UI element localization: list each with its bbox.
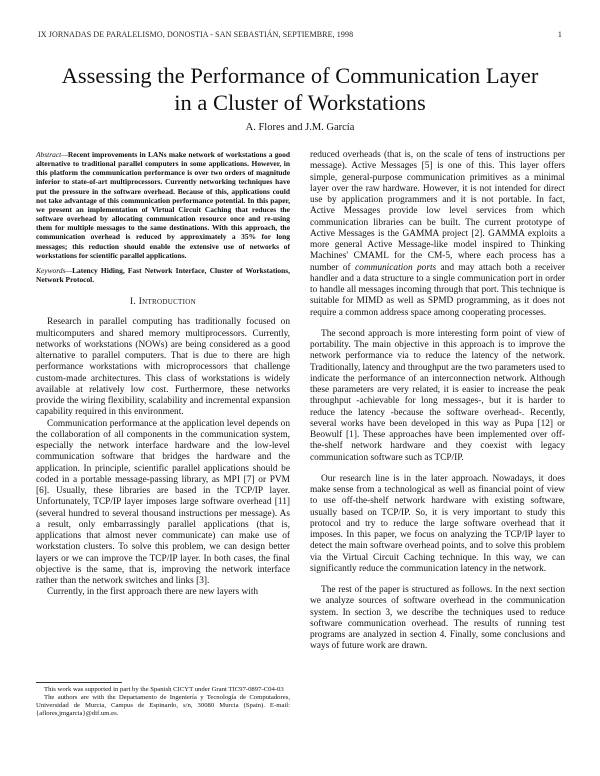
body-paragraph: Currently, in the first approach there are new layers with [47,587,259,598]
running-head [38,30,562,39]
authors: A. Flores and J.M. García [245,122,355,133]
section-heading-introduction: I. Introduction [130,297,196,308]
body-paragraph: Our research line is in the later approach. Nowadays, it does make sense from a technological as well as financial point of view to use off-the-shelf network hardware with existing software, usually based on TCP/IP. So, it is very important to study this protocol and try to reduce the large software overhead that it imposes. In this paper, we focus on analyzing the TCP/IP layer to detect the main software overhead points, and to solve this problem via the Virtual Circuit Caching technique. In this way, we can significantly reduce the communication latency in the network. [310,473,565,574]
footnote-funding: This work was supported in part by the Spanish CICYT under Grant TIC97-0897-C04-03 [44,686,284,693]
left-column [36,150,290,599]
body-paragraph-continued [310,150,565,319]
abstract-text: Recent improvements in LANs make network of workstations a good alternative to traditional parallel computers in some applications. However, in this platform the communication performance is over two orders of magnitude inferior to state-of-art multiprocessors. Currently networking techniques have put the pressure in the software overhead. Because of this, applications could not take advantage of this communication performance potential. In this paper, we present an implementation of Virtual Circuit Caching that reduces the software overhead by allocating communication resource once and re-using them for multiple messages to the same destinations. With this approach, the communication overhead is reduced by approximately a 35% for long messages; this reduction should enable the extensive use of networks of workstations for scientific parallel applications. [36,150,290,260]
paragraph-gap [310,575,565,585]
paper-title [30,62,570,116]
text-run: reduced overheads (that is, on the scale of tens of instructions per message). Active Messages [5] is one of this. This layer offers simple, general-purpose communication primitives as a minimal layer over the raw hardware. However, it is not intended for direct use by application programmers and it is not portable. In fact, Active Messages provide low level services from which communication libraries can be built. The current prototype of Active Messages is the GAMMA project [2]. GAMMA exploits a more general Active Message-like model inspired to Thinking Machines' CMAML for the CM-5, where each process has a number of [310,150,565,273]
paragraph-gap [310,319,565,329]
running-head-text: IX JORNADAS DE PARALELISMO, DONOSTIA - SAN SEBASTIÁN, SEPTIEMBRE, 1998 [38,30,354,39]
body-paragraph: Communication performance at the application level depends on the collaboration of all components in the communication system, especially the network interface hardware and the low-level communication software that bridges the hardware and the application. In principle, scientific parallel applications should be coded in a portable message-passing library, as MPI [7] or PVM [6]. Usually, these libraries are based in the TCP/IP layer. Unfortunately, TCP/IP layer imposes large software overhead [11](several hundred to several thousand instructions per message). As a result, only embarrassingly parallel applications (that is, applications that almost never communicate) can make use of workstation clusters. To solve this problem, we can design better layers or we can improve the TCP/IP layer. In both cases, the final objective is the same, that is, improving the network interface rather than the network switches and links [3]. [36,418,290,587]
body-paragraph: Research in parallel computing has traditionally focused on multicomputers and shared memory multiprocessors. Currently, networks of workstations (NOWs) are being considered as a good alternative to parallel computers. That is due to there are high performance workstations with microprocessors that challenge custom-made architectures. This class of workstations is widely available at relatively low cost. Furthermore, these networks provide the wiring flexibility, scalability and incremental expansion capability required in this environment. [36,317,290,418]
body-paragraph: The second approach is more interesting form point of view of portability. The main objective in this approach is to improve the network performance via to reduce the latency of the network. Traditionally, latency and throughput are the two parameters used to indicate the performance of an interconnection network. Although these parameters are very related, it is easier to increase the peak throughput -achievable for long messages-, but it is harder to reduce the latency -because the software overhead-. Recently, several works have been developed in this way as Pupa [12] or Beowulf [1]. These approaches have been implemented over off-the-shelf network hardware and they coexist with legacy communication software such as TCP/IP. [310,328,565,463]
keywords [36,266,290,284]
paragraph-gap [310,464,565,474]
footnote-rule [36,682,122,683]
title-line-1: Assessing the Performance of Communication Layer [61,63,539,88]
right-column [310,150,565,653]
abstract [36,150,290,260]
text-run: and may attach both a receiver handler and a data structure to a single communication port in order to handle all messages incoming through that port. This technique is suitable for MIMD as well as SPMD programming, as it does not require a common address space among cooperating processes. [310,262,565,318]
keywords-text: Latency Hiding, Fast Network Interface, Cluster of Workstations, Network Protocol. [36,265,290,285]
body-paragraph: The rest of the paper is structured as follows. In the next section we analyze sources of software overhead in the communication system. In section 3, we describe the techniques used to reduce software communication overhead. The results of running test programs are analyzed in section 4. Finally, some conclusions and ways of future work are drawn. [310,585,565,652]
page-number: 1 [557,30,562,39]
keywords-lead: Keywords— [36,265,73,275]
footnotes [36,686,290,718]
emphasis-communication-ports: communication ports [355,262,437,273]
title-line-2: in a Cluster of Workstations [174,90,426,115]
footnote-affiliation: The authors are with the Departamento de Ingeniería y Tecnología de Computadores, Universidad de Murcia, Campus de Espinardo, s/n, 30080 Murcia (Spain). E-mail: {aflores,jmgarcia}@dif.um.es. [36,693,290,717]
abstract-lead: Abstract— [36,150,68,159]
